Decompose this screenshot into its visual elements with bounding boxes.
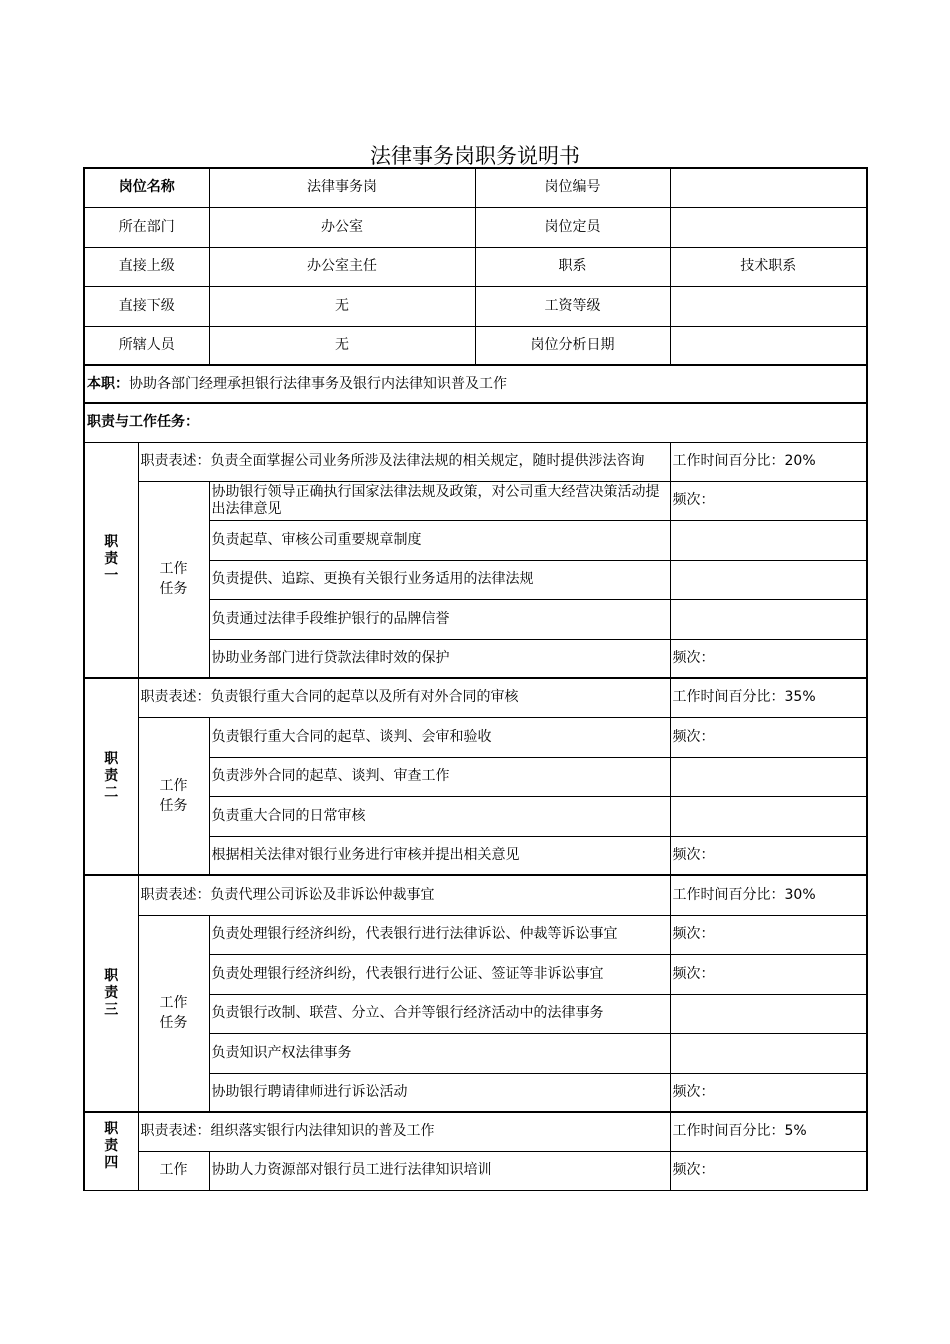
duty-desc-row xyxy=(84,442,867,481)
task-label: 工作 任务 xyxy=(138,481,209,678)
task-text: 负责通过法律手段维护银行的品牌信誉 xyxy=(209,599,670,639)
info-row xyxy=(84,207,867,247)
duty-label xyxy=(84,875,138,1112)
info-label: 直接上级 xyxy=(84,247,209,286)
task-row xyxy=(84,915,867,954)
duty-time-percentage: 工作时间百分比：35% xyxy=(670,678,867,717)
info-row xyxy=(84,168,867,207)
duty-label xyxy=(84,442,138,678)
info-value xyxy=(670,207,867,247)
duty-label-text: 职 责 三 xyxy=(104,968,119,1018)
duty-label xyxy=(84,1112,138,1190)
task-frequency xyxy=(670,994,867,1033)
info-value: 技术职系 xyxy=(670,247,867,286)
benzhi-label: 本职： xyxy=(87,375,129,392)
task-text: 负责处理银行经济纠纷，代表银行进行公证、签证等非诉讼事宜 xyxy=(209,954,670,994)
task-frequency xyxy=(670,796,867,836)
task-text: 协助人力资源部对银行员工进行法律知识培训 xyxy=(209,1151,670,1190)
info-value: 法律事务岗 xyxy=(209,168,475,207)
task-frequency: 频次： xyxy=(670,836,867,875)
task-frequency: 频次： xyxy=(670,915,867,954)
duty-desc-label: 职责表述： xyxy=(140,453,211,469)
info-row xyxy=(84,286,867,326)
task-frequency: 频次： xyxy=(670,481,867,520)
task-text: 负责涉外合同的起草、谈判、审查工作 xyxy=(209,757,670,796)
task-frequency xyxy=(670,757,867,796)
task-text: 负责起草、审核公司重要规章制度 xyxy=(209,520,670,560)
duty-desc-text: 组织落实银行内法律知识的普及工作 xyxy=(210,1123,435,1140)
task-frequency: 频次： xyxy=(670,1073,867,1112)
section-heading: 职责与工作任务： xyxy=(84,403,867,442)
task-frequency: 频次： xyxy=(670,639,867,678)
duty-desc xyxy=(138,875,670,915)
duty-desc-label: 职责表述： xyxy=(140,689,211,706)
duty-time-percentage: 工作时间百分比：30% xyxy=(670,875,867,915)
info-label: 所辖人员 xyxy=(84,326,209,365)
info-value xyxy=(670,286,867,326)
duty-desc-text: 负责代理公司诉讼及非诉讼仲裁事宜 xyxy=(210,886,435,903)
task-label: 工作 任务 xyxy=(138,915,209,1112)
info-label: 岗位编号 xyxy=(475,168,670,207)
benzhi-row xyxy=(84,365,867,403)
task-text: 负责提供、追踪、更换有关银行业务适用的法律法规 xyxy=(209,560,670,599)
benzhi-text: 协助各部门经理承担银行法律事务及银行内法律知识普及工作 xyxy=(129,375,507,392)
task-frequency: 频次： xyxy=(670,954,867,994)
duty-desc xyxy=(138,442,670,481)
task-row xyxy=(84,717,867,757)
benzhi-cell xyxy=(84,365,867,403)
task-frequency xyxy=(670,599,867,639)
info-label: 岗位分析日期 xyxy=(475,326,670,365)
task-frequency: 频次： xyxy=(670,717,867,757)
duty-time-percentage: 工作时间百分比：5% xyxy=(670,1112,867,1151)
duty-label-text: 职 责 四 xyxy=(104,1121,119,1171)
task-row xyxy=(84,481,867,520)
duty-desc-row xyxy=(84,1112,867,1151)
duty-desc xyxy=(138,1112,670,1151)
duty-label-text: 职 责 二 xyxy=(104,751,119,801)
info-label: 工资等级 xyxy=(475,286,670,326)
duty-desc-text: 负责银行重大合同的起草以及所有对外合同的审核 xyxy=(210,689,519,706)
duty-desc-text: 负责全面掌握公司业务所涉及法律法规的相关规定，随时提供涉法咨询 xyxy=(210,453,645,469)
task-text: 协助业务部门进行贷款法律时效的保护 xyxy=(209,639,670,678)
task-text: 负责知识产权法律事务 xyxy=(209,1033,670,1073)
task-label: 工作 任务 xyxy=(138,717,209,875)
duty-desc xyxy=(138,678,670,717)
task-text: 负责重大合同的日常审核 xyxy=(209,796,670,836)
task-text: 负责处理银行经济纠纷，代表银行进行法律诉讼、仲裁等诉讼事宜 xyxy=(209,915,670,954)
info-value: 无 xyxy=(209,326,475,365)
duty-label xyxy=(84,678,138,875)
task-frequency xyxy=(670,560,867,599)
info-row xyxy=(84,326,867,365)
duty-time-percentage: 工作时间百分比：20% xyxy=(670,442,867,481)
task-row xyxy=(84,1151,867,1190)
task-frequency xyxy=(670,1033,867,1073)
info-value xyxy=(670,168,867,207)
task-text: 根据相关法律对银行业务进行审核并提出相关意见 xyxy=(209,836,670,875)
task-text: 协助银行聘请律师进行诉讼活动 xyxy=(209,1073,670,1112)
info-label: 所在部门 xyxy=(84,207,209,247)
info-label: 职系 xyxy=(475,247,670,286)
duty-desc-label: 职责表述： xyxy=(140,886,211,903)
info-value: 办公室 xyxy=(209,207,475,247)
info-value: 无 xyxy=(209,286,475,326)
task-text: 负责银行改制、联营、分立、合并等银行经济活动中的法律事务 xyxy=(209,994,670,1033)
info-row xyxy=(84,247,867,286)
info-value xyxy=(670,326,867,365)
task-label: 工作 xyxy=(138,1151,209,1190)
task-frequency xyxy=(670,520,867,560)
task-text: 协助银行领导正确执行国家法律法规及政策，对公司重大经营决策活动提出法律意见 xyxy=(209,481,670,520)
duty-desc-row xyxy=(84,875,867,915)
job-description-table xyxy=(83,167,868,1191)
duty-desc-row xyxy=(84,678,867,717)
duty-label-text: 职 责 一 xyxy=(104,534,119,585)
info-label: 岗位定员 xyxy=(475,207,670,247)
duty-desc-label: 职责表述： xyxy=(140,1123,211,1140)
info-label: 岗位名称 xyxy=(84,168,209,207)
info-label: 直接下级 xyxy=(84,286,209,326)
page-title: 法律事务岗职务说明书 xyxy=(370,144,580,168)
task-frequency: 频次： xyxy=(670,1151,867,1190)
info-value: 办公室主任 xyxy=(209,247,475,286)
task-text: 负责银行重大合同的起草、谈判、会审和验收 xyxy=(209,717,670,757)
section-heading-row xyxy=(84,403,867,442)
